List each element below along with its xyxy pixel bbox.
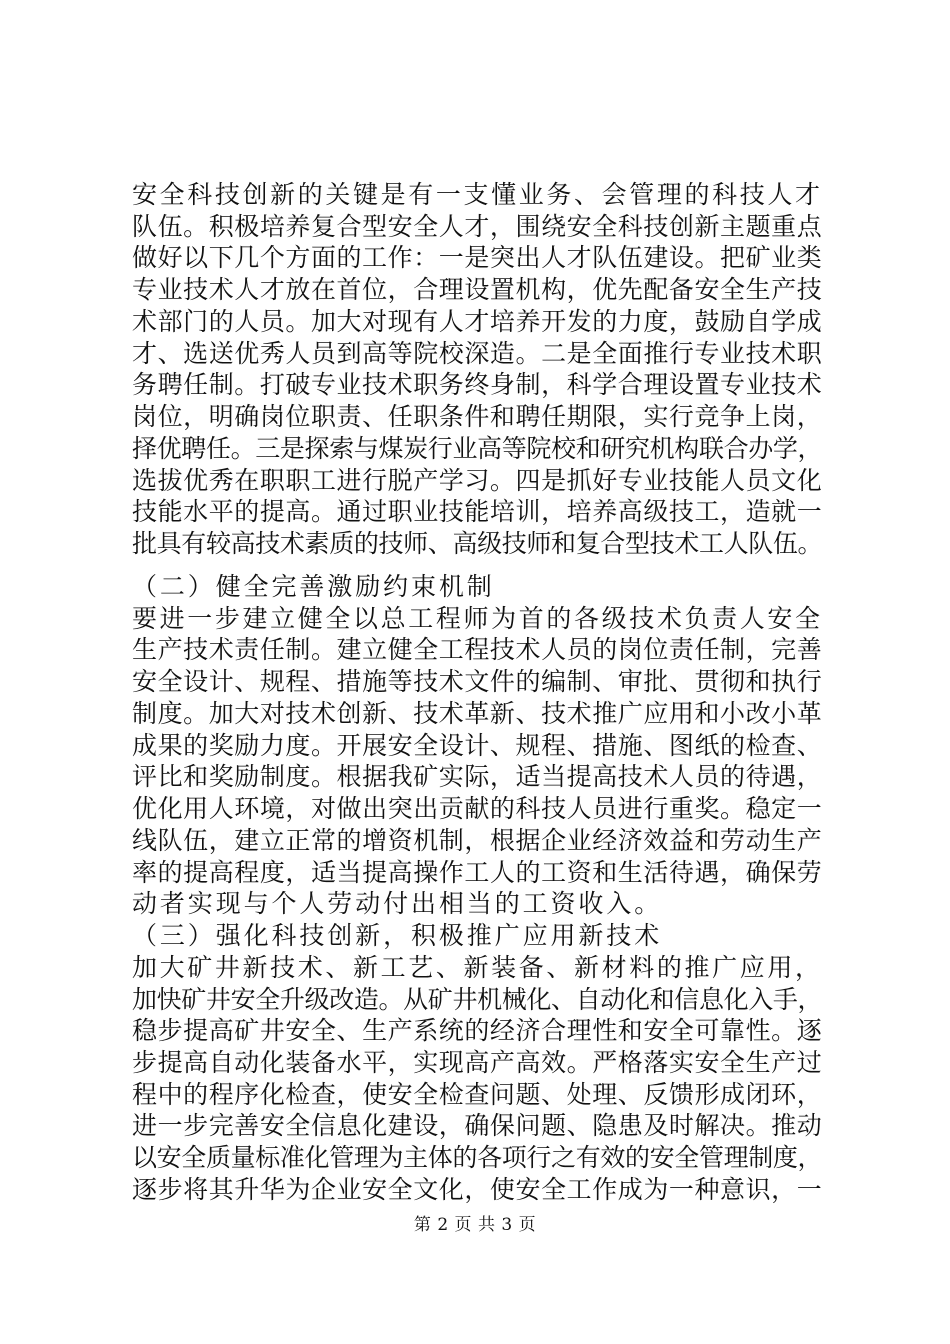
- text-line: 逐步将其升华为企业安全文化，使安全工作成为一种意识，一: [132, 1175, 823, 1204]
- text-line: 岗位，明确岗位职责、任职条件和聘任期限，实行竞争上岗，: [132, 402, 823, 431]
- text-line: 以安全质量标准化管理为主体的各项行之有效的安全管理制度，: [132, 1143, 823, 1172]
- page-footer: [0, 1214, 950, 1236]
- text-line: 做好以下几个方面的工作：一是突出人才队伍建设。把矿业类: [132, 243, 823, 272]
- text-line: 择优聘任。三是探索与煤炭行业高等院校和研究机构联合办学，: [132, 434, 823, 463]
- text-line: 程中的程序化检查，使安全检查问题、处理、反馈形成闭环，: [132, 1080, 823, 1109]
- text-line: 技能水平的提高。通过职业技能培训，培养高级技工，造就一: [132, 497, 823, 526]
- text-line: 安全科技创新的关键是有一支懂业务、会管理的科技人才: [132, 180, 823, 209]
- text-line: 优化用人环境，对做出突出贡献的科技人员进行重奖。稳定一: [132, 794, 823, 823]
- text-line: 率的提高程度，适当提高操作工人的工资和生活待遇，确保劳: [132, 858, 823, 887]
- text-line: 成果的奖励力度。开展安全设计、规程、措施、图纸的检查、: [132, 731, 823, 760]
- section-heading: （三）强化科技创新，积极推广应用新技术: [132, 921, 663, 950]
- text-line: 稳步提高矿井安全、生产系统的经济合理性和安全可靠性。逐: [132, 1016, 823, 1045]
- text-line: 动者实现与个人劳动付出相当的工资收入。: [132, 889, 663, 918]
- text-line: 加快矿井安全升级改造。从矿井机械化、自动化和信息化入手，: [132, 985, 823, 1014]
- text-line: 加大矿井新技术、新工艺、新装备、新材料的推广应用，: [132, 953, 823, 982]
- text-line: 要进一步建立健全以总工程师为首的各级技术负责人安全: [132, 604, 823, 633]
- section-heading: （二）健全完善激励约束机制: [132, 572, 495, 601]
- text-line: 术部门的人员。加大对现有人才培养开发的力度，鼓励自学成: [132, 307, 823, 336]
- text-line: 才、选送优秀人员到高等院校深造。二是全面推行专业技术职: [132, 339, 823, 368]
- text-line: 专业技术人才放在首位，合理设置机构，优先配备安全生产技: [132, 275, 823, 304]
- page-number: 第 2 页 共 3 页: [413, 1215, 537, 1235]
- text-line: 生产技术责任制。建立健全工程技术人员的岗位责任制，完善: [132, 635, 823, 664]
- text-line: 选拔优秀在职职工进行脱产学习。四是抓好专业技能人员文化: [132, 466, 823, 495]
- text-line: 批具有较高技术素质的技师、高级技师和复合型技术工人队伍。: [132, 529, 823, 558]
- text-line: 评比和奖励制度。根据我矿实际，适当提高技术人员的待遇，: [132, 762, 823, 791]
- text-line: 线队伍，建立正常的增资机制，根据企业经济效益和劳动生产: [132, 826, 823, 855]
- text-line: 务聘任制。打破专业技术职务终身制，科学合理设置专业技术: [132, 370, 823, 399]
- text-line: 安全设计、规程、措施等技术文件的编制、审批、贯彻和执行: [132, 667, 823, 696]
- text-line: 制度。加大对技术创新、技术革新、技术推广应用和小改小革: [132, 699, 823, 728]
- text-line: 进一步完善安全信息化建设，确保问题、隐患及时解决。推动: [132, 1111, 823, 1140]
- text-line: 队伍。积极培养复合型安全人才，围绕安全科技创新主题重点: [132, 212, 823, 241]
- text-line: 步提高自动化装备水平，实现高产高效。严格落实安全生产过: [132, 1048, 823, 1077]
